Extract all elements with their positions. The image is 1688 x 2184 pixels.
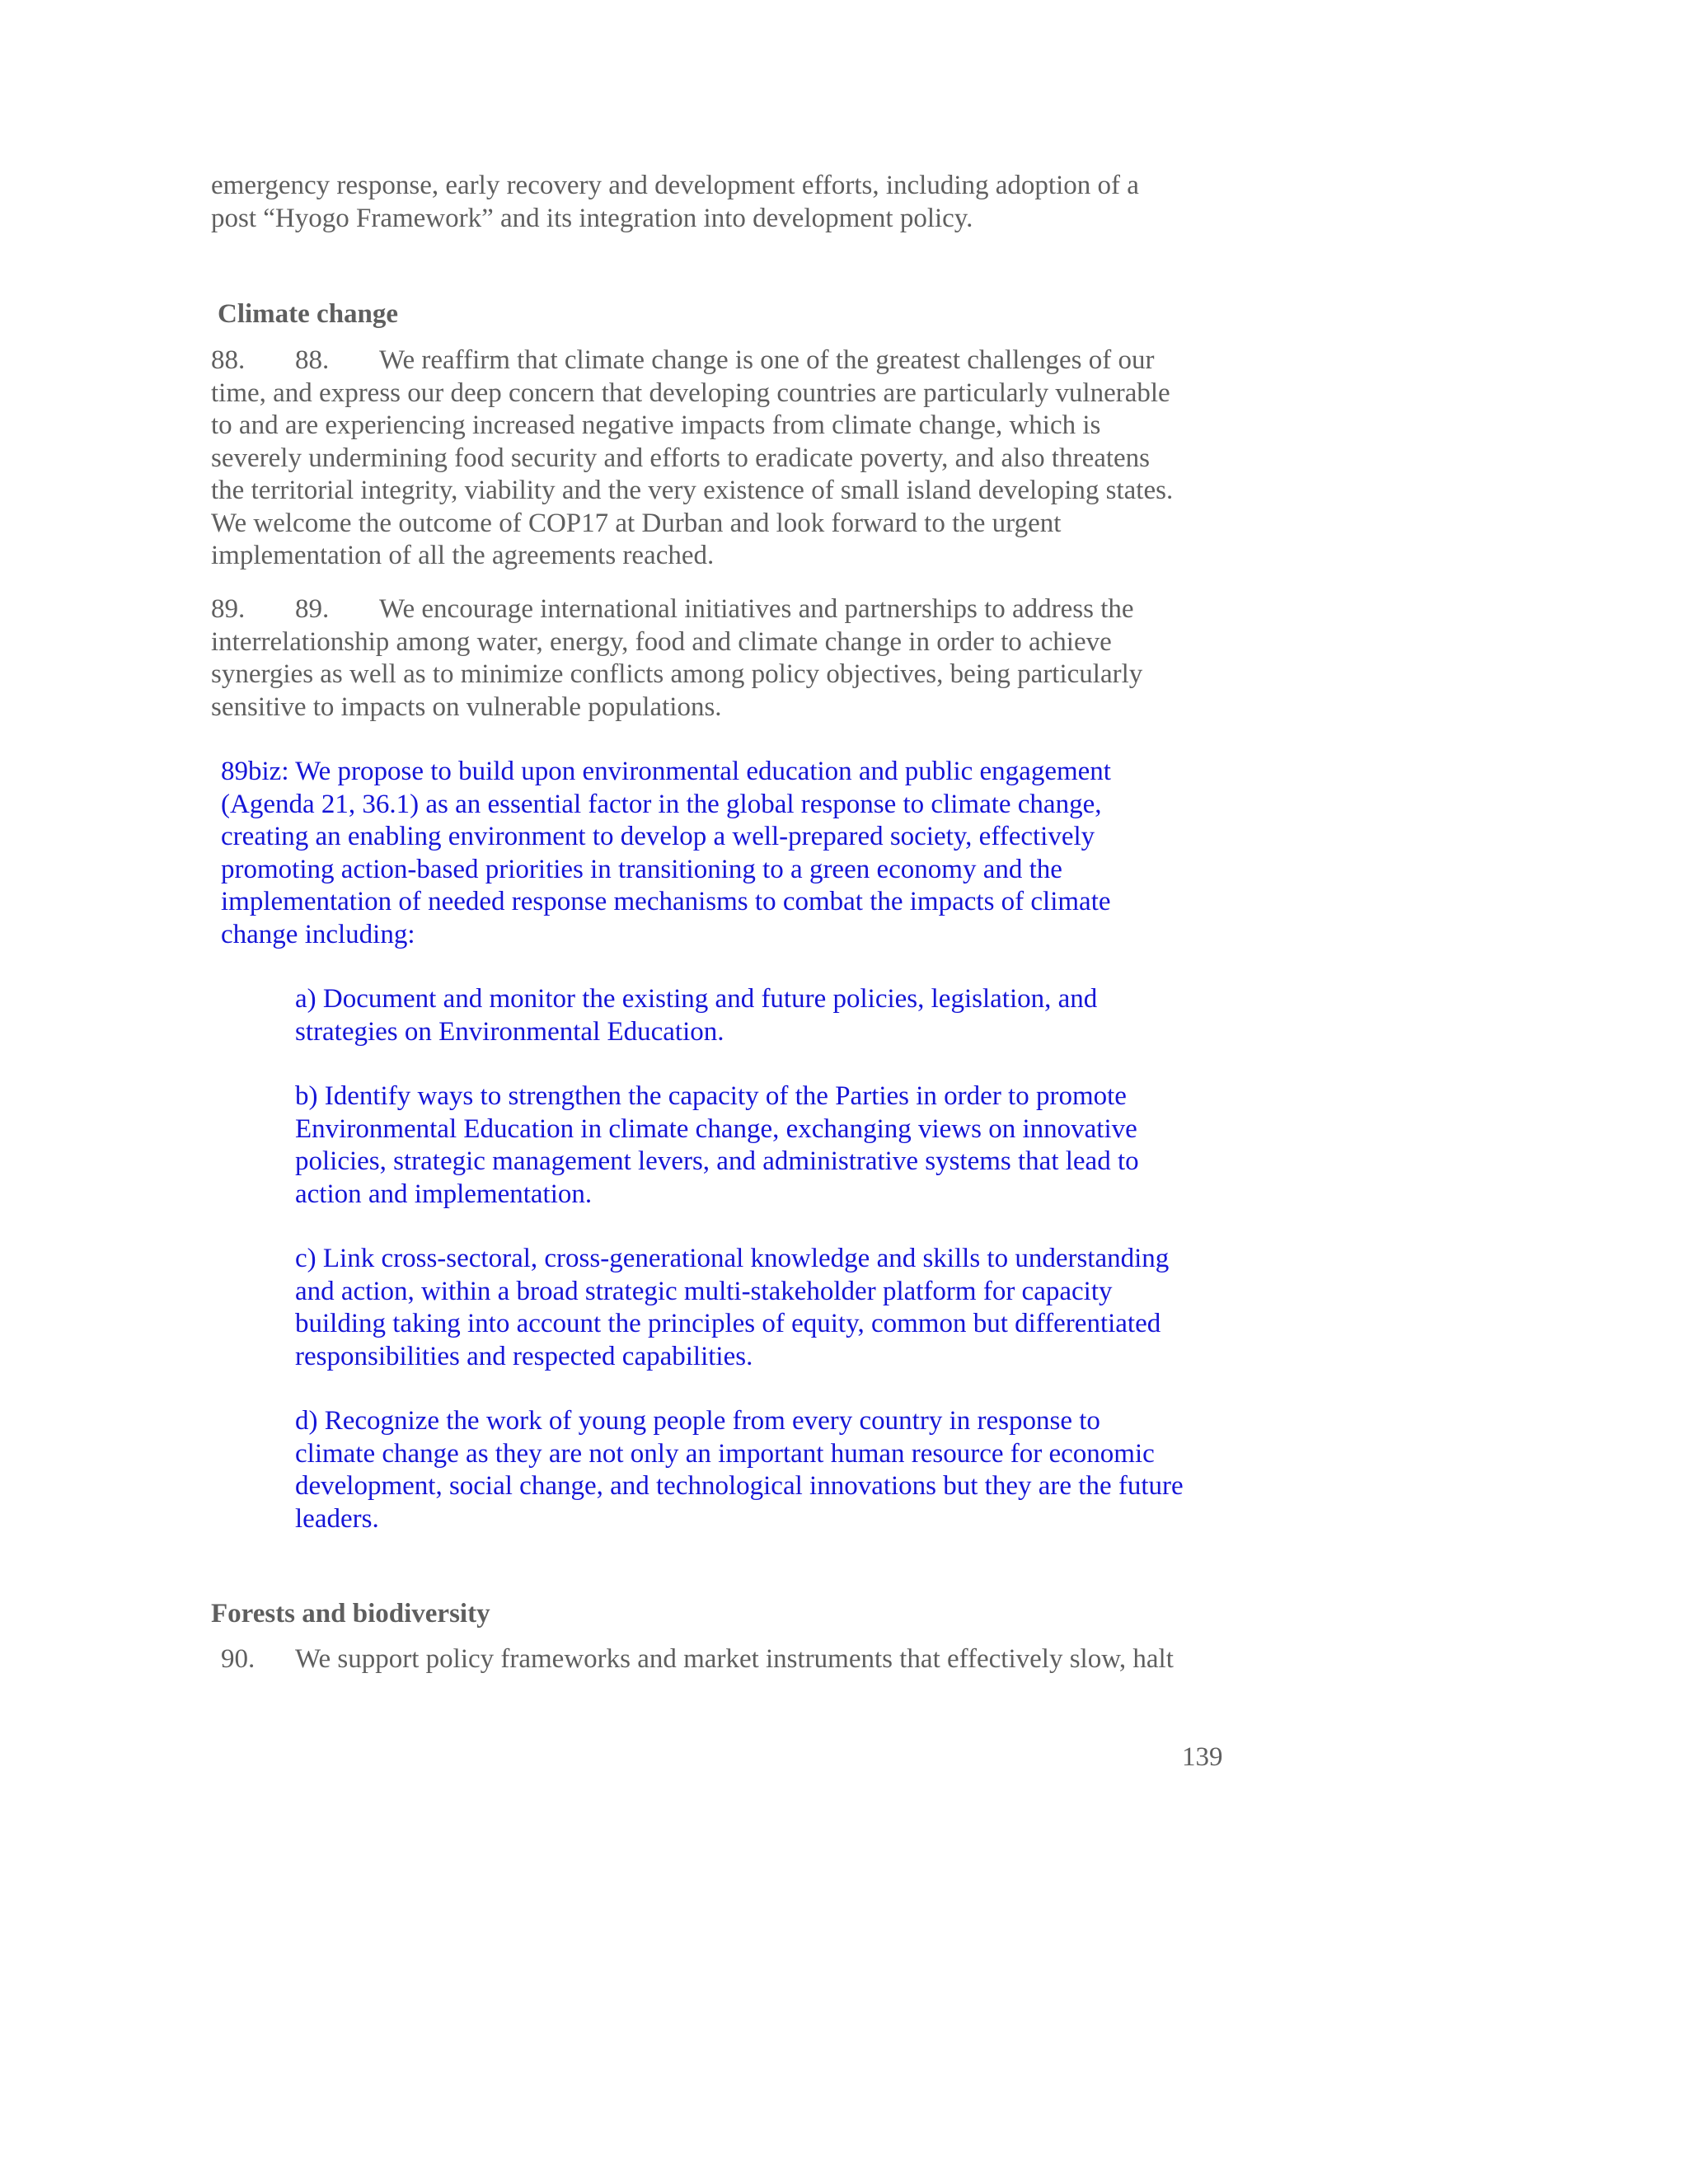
text-line: action and implementation. [295,1179,593,1209]
text-line: synergies as well as to minimize conflicts among policy objectives, being particularly [211,659,1143,689]
list-item-b [295,1080,1284,1211]
page-number: 139 [1182,1742,1223,1772]
text-line [211,344,1282,377]
list-item-c [295,1243,1284,1373]
paragraph-89biz [221,756,1292,951]
text-line: building taking into account the principles of equity, common but differentiated [295,1309,1161,1338]
text-line: implementation of all the agreements reached. [211,541,715,570]
text-line: c) Link cross-sectoral, cross-generational knowledge and skills to understanding [295,1244,1170,1273]
paragraph-number: 90. [221,1644,256,1674]
text-line: promoting action-based priorities in transitioning to a green economy and the [221,854,1062,884]
text-line: We support policy frameworks and market instruments that effectively slow, halt [295,1644,1174,1674]
text-line: (Agenda 21, 36.1) as an essential factor in the global response to climate change, [221,789,1102,819]
text-line: responsibilities and respected capabilities. [295,1341,753,1371]
text-line: sensitive to impacts on vulnerable populations. [211,691,722,722]
text-line: development, social change, and technological innovations but they are the future [295,1471,1184,1501]
paragraph-number: 88. [295,345,330,375]
section-heading-climate-change: Climate change [218,299,399,329]
paragraph-number: 88. [211,345,246,375]
text-line: d) Recognize the work of young people from every country in response to [295,1406,1100,1436]
text-line: creating an enabling environment to develop a well-prepared society, effectively [221,822,1095,851]
text-line: and action, within a broad strategic multi-stakeholder platform for capacity [295,1276,1113,1306]
paragraph-89 [211,593,1282,724]
list-item-a [295,983,1284,1048]
text-line: a) Document and monitor the existing and future policies, legislation, and [295,984,1098,1014]
text-line: time, and express our deep concern that developing countries are particularly vulnerable [211,377,1170,408]
text-line: severely undermining food security and efforts to eradicate poverty, and also threatens [211,443,1151,473]
paragraph-88 [211,344,1282,573]
paragraph-number: 89. [211,594,246,624]
text-line: to and are experiencing increased negative impacts from climate change, which is [211,410,1101,440]
text-line [211,593,1282,626]
intro-paragraph [211,170,1139,235]
text-line: We encourage international initiatives and partnerships to address the [379,594,1134,624]
text-line: interrelationship among water, energy, food and climate change in order to achieve [211,626,1112,657]
text-line: post “Hyogo Framework” and its integration into development policy. [211,203,973,233]
text-line: strategies on Environmental Education. [295,1016,724,1047]
paragraph-90 [221,1643,1292,1676]
text-line: climate change as they are not only an important human resource for economic [295,1438,1155,1469]
text-line: We reaffirm that climate change is one of the greatest challenges of our [379,345,1155,375]
text-line: We welcome the outcome of COP17 at Durban and look forward to the urgent [211,508,1062,538]
section-heading-forests: Forests and biodiversity [211,1599,490,1629]
text-line: leaders. [295,1503,379,1534]
text-line [221,1643,1292,1676]
text-line: b) Identify ways to strengthen the capacity of the Parties in order to promote [295,1081,1127,1111]
text-line: the territorial integrity, viability and the very existence of small island developing states. [211,476,1174,505]
text-line: implementation of needed response mechanisms to combat the impacts of climate [221,887,1111,916]
text-line: 89biz: We propose to build upon environmental education and public engagement [221,757,1111,786]
paragraph-number: 89. [295,594,330,624]
list-item-d [295,1405,1284,1535]
text-line: policies, strategic management levers, and administrative systems that lead to [295,1146,1139,1176]
text-line: change including: [221,919,415,949]
text-line: Environmental Education in climate change, exchanging views on innovative [295,1113,1137,1144]
text-line: emergency response, early recovery and development efforts, including adoption of a [211,171,1139,200]
